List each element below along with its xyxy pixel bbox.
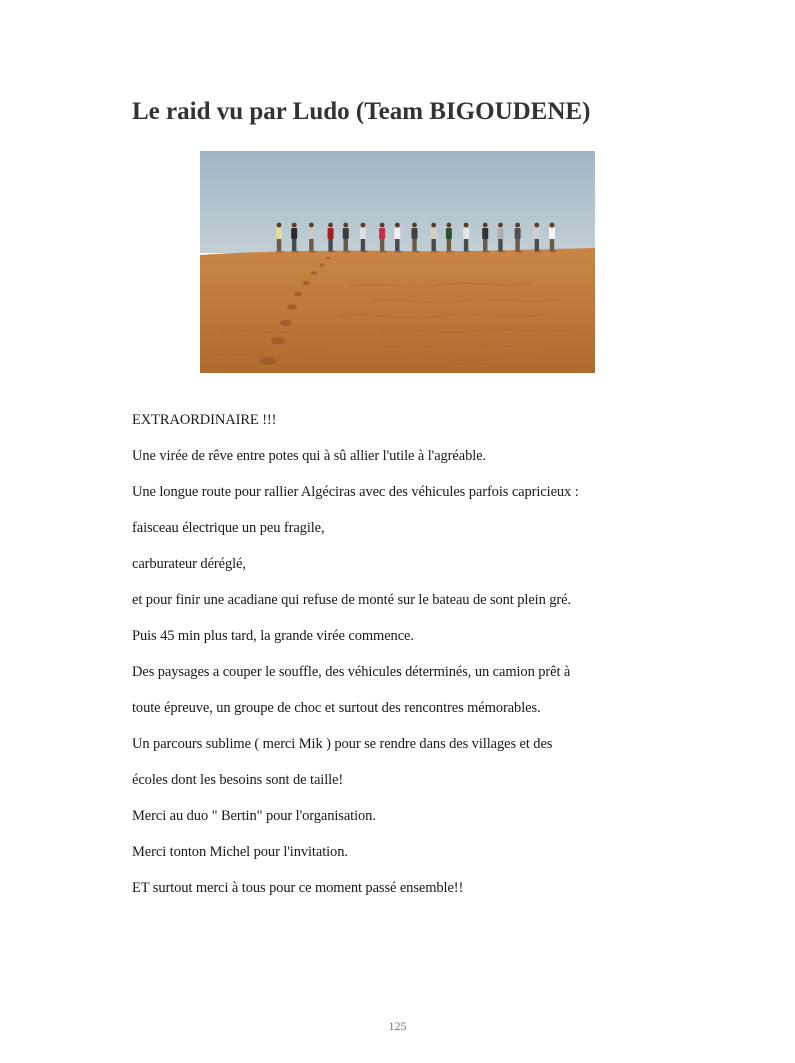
paragraph: toute épreuve, un groupe de choc et surtout des rencontres mémorables. — [132, 700, 541, 716]
article-body — [132, 409, 692, 913]
paragraph: Merci tonton Michel pour l'invitation. — [132, 844, 348, 860]
paragraph: faisceau électrique un peu fragile, — [132, 520, 325, 536]
paragraph: Un parcours sublime ( merci Mik ) pour se rendre dans des villages et des — [132, 736, 553, 752]
paragraph: Une virée de rêve entre potes qui à sû allier l'utile à l'agréable. — [132, 448, 487, 464]
page-number: 125 — [388, 1019, 407, 1033]
paragraph: ET surtout merci à tous pour ce moment passé ensemble!! — [132, 880, 464, 896]
paragraph: Une longue route pour rallier Algéciras avec des véhicules parfois capricieux : — [132, 484, 579, 500]
desert-group-photo — [200, 151, 595, 373]
paragraph: Puis 45 min plus tard, la grande virée commence. — [132, 628, 414, 644]
dune — [200, 248, 595, 373]
paragraph: Des paysages a couper le souffle, des véhicules déterminés, un camion prêt à — [132, 664, 571, 680]
desert-group-illustration — [200, 151, 595, 373]
paragraph: Merci au duo " Bertin" pour l'organisation. — [132, 808, 376, 824]
paragraph: carburateur déréglé, — [132, 556, 246, 572]
paragraph: EXTRAORDINAIRE !!! — [132, 412, 277, 428]
paragraph: et pour finir une acadiane qui refuse de monté sur le bateau de sont plein gré. — [132, 592, 572, 608]
paragraph: écoles dont les besoins sont de taille! — [132, 772, 344, 788]
page-title: Le raid vu par Ludo (Team BIGOUDENE) — [132, 98, 591, 125]
